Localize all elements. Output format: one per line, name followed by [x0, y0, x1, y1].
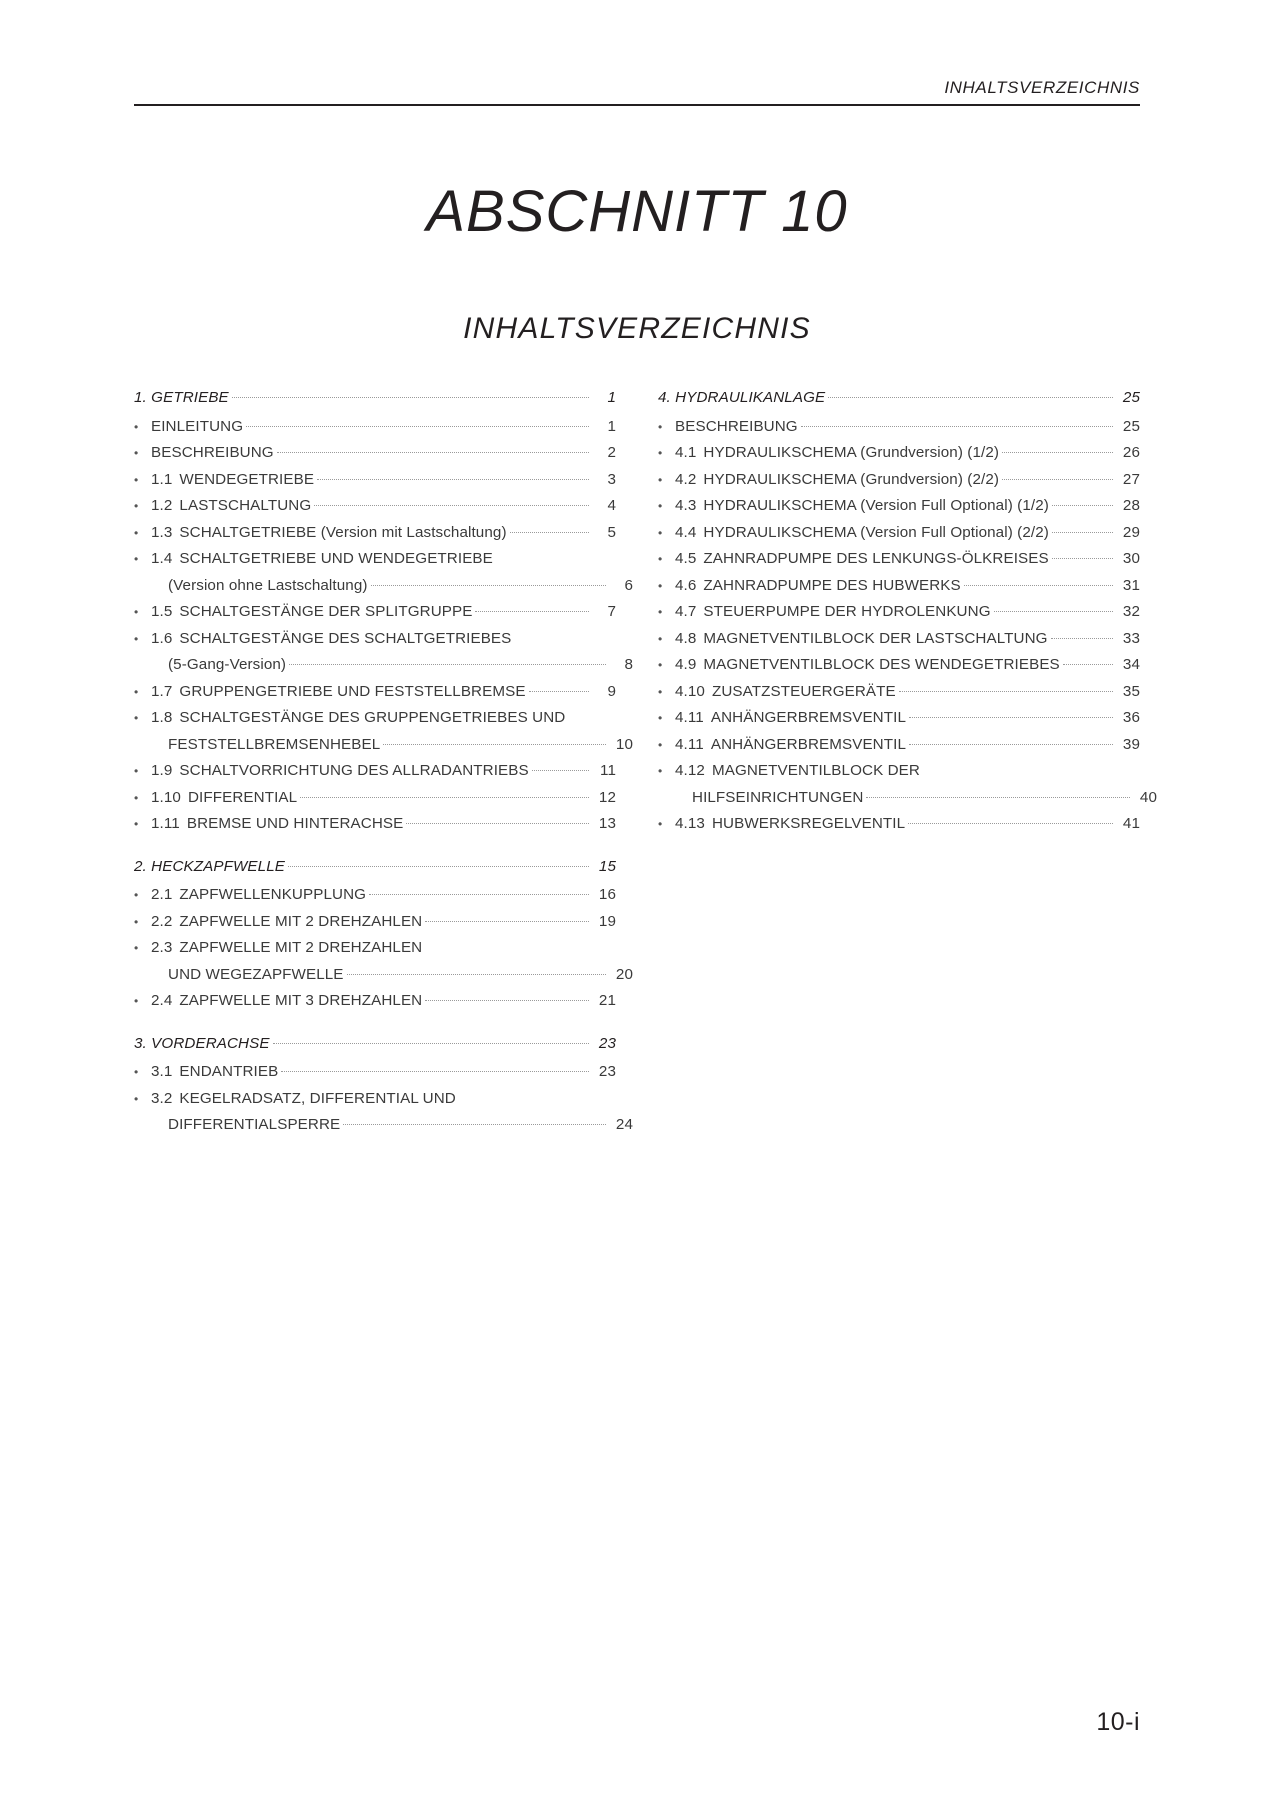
toc-entry[interactable] [134, 679, 616, 706]
toc-group [134, 385, 633, 838]
toc-entry[interactable] [658, 705, 1140, 732]
leader-dots [425, 936, 613, 948]
bullet-icon: • [134, 552, 139, 566]
toc-entry-number: 4.6 [675, 576, 697, 594]
toc-entry-number: 1.6 [151, 629, 173, 647]
toc-entry[interactable] [658, 467, 1140, 494]
toc-entry-number: 3.2 [151, 1089, 173, 1107]
toc-entry-page: 40 [1139, 788, 1157, 806]
bullet-icon: • [134, 1091, 139, 1106]
toc-entry-label: SCHALTGESTÄNGE DER SPLITGRUPPE [179, 603, 473, 620]
toc-entry-label: (5-Gang-Version) [168, 656, 287, 673]
toc-entry-page: 2 [607, 444, 616, 461]
toc-entry-number: 3.1 [151, 1063, 173, 1080]
toc-entry-label: DIFFERENTIAL [187, 788, 298, 806]
page-header [134, 78, 1140, 106]
toc-entry[interactable] [658, 626, 1140, 653]
toc-entry-number: 4.2 [675, 470, 697, 488]
toc-entry-number: 1.8 [151, 709, 173, 726]
toc-entry-page: 41 [1122, 815, 1140, 832]
toc-entry[interactable] [134, 811, 616, 838]
toc-chapter-page: 1 [607, 389, 616, 406]
toc-entry-number: 4.8 [675, 629, 697, 647]
leader-dots [514, 627, 613, 639]
toc-entry-page: 39 [1122, 735, 1140, 753]
bullet-icon: • [134, 419, 139, 434]
leader-dots [383, 732, 606, 745]
bullet-icon: • [658, 446, 663, 460]
toc-entry[interactable] [658, 599, 1140, 626]
toc-entry-number: 4.11 [675, 735, 704, 753]
toc-entry-number: 2.2 [151, 912, 173, 930]
toc-entry-label: EINLEITUNG [151, 417, 244, 435]
leader-dots [866, 785, 1130, 798]
leader-dots [801, 414, 1113, 427]
toc-entry-page: 13 [598, 815, 616, 832]
toc-chapter-label: 2. HECKZAPFWELLE [134, 857, 285, 875]
header-title: INHALTSVERZEICHNIS [944, 78, 1140, 97]
leader-dots [314, 493, 589, 506]
bullet-icon: • [658, 419, 663, 434]
toc-group [658, 385, 1157, 838]
toc-entry-label: MAGNETVENTILBLOCK DES WENDEGETRIEBES [703, 656, 1060, 673]
toc-entry[interactable] [658, 414, 1140, 441]
leader-dots [496, 547, 613, 559]
leader-dots [1052, 520, 1113, 533]
toc-entry-label: HYDRAULIKSCHEMA (Grundversion) (2/2) [703, 470, 1000, 488]
bullet-icon: • [134, 817, 139, 831]
toc-entry-page: 16 [598, 886, 616, 903]
toc-group [134, 854, 633, 1015]
leader-dots [923, 759, 1137, 771]
leader-dots [425, 988, 589, 1001]
toc-entry[interactable] [658, 732, 1140, 759]
toc-entry-number: 1.3 [151, 523, 173, 541]
toc-entry[interactable] [134, 909, 616, 936]
toc-entry-label: HYDRAULIKSCHEMA (Version Full Optional) (2/2) [703, 523, 1049, 541]
toc-chapter-label: 4. HYDRAULIKANLAGE [658, 389, 826, 406]
toc-entry-page: 26 [1122, 444, 1140, 461]
toc-entry-label: UND WEGEZAPFWELLE [168, 965, 344, 983]
leader-dots [347, 962, 606, 975]
toc-chapter-label: 3. VORDERACHSE [134, 1034, 270, 1052]
toc-chapter-label: 1. GETRIEBE [134, 389, 229, 406]
toc-entry[interactable] [658, 758, 1157, 811]
toc-entry-page: 6 [624, 576, 633, 594]
toc-chapter-entry[interactable] [134, 1031, 616, 1058]
toc-entry-page: 9 [607, 682, 616, 700]
toc-entry[interactable] [134, 935, 633, 988]
toc-entry-number: 4.12 [675, 762, 705, 779]
toc-chapter-entry[interactable] [134, 854, 616, 881]
toc-entry-label: ZAHNRADPUMPE DES HUBWERKS [703, 576, 961, 594]
toc-entry-label: HYDRAULIKSCHEMA (Version Full Optional) (1/2) [703, 497, 1049, 514]
toc-entry-page: 12 [598, 788, 616, 806]
toc-entry-number: 1.4 [151, 550, 173, 567]
bullet-icon: • [658, 472, 663, 487]
toc-entry-page: 25 [1122, 417, 1140, 435]
toc-entry-number: 4.7 [675, 603, 697, 620]
toc-entry[interactable] [134, 1086, 633, 1139]
toc-entry-page: 5 [607, 523, 616, 541]
toc-entry-number: 1.1 [151, 470, 173, 488]
leader-dots [459, 1087, 613, 1099]
toc-entry[interactable] [658, 679, 1140, 706]
toc-entry-page: 19 [598, 912, 616, 930]
toc-entry-number: 4.13 [675, 815, 705, 832]
toc-entry-number: 2.1 [151, 886, 173, 903]
toc-chapter-page: 25 [1122, 389, 1140, 406]
toc-entry-page: 24 [615, 1116, 633, 1133]
bullet-icon: • [658, 658, 663, 672]
bullet-icon: • [134, 684, 139, 699]
leader-dots [1002, 467, 1113, 480]
toc-entry-label: BREMSE UND HINTERACHSE [186, 815, 404, 832]
toc-entry-label: ANHÄNGERBREMSVENTIL [710, 735, 906, 753]
leader-dots [406, 811, 589, 824]
leader-dots [510, 520, 589, 533]
toc-entry[interactable] [134, 882, 616, 909]
leader-dots [281, 1059, 589, 1072]
toc-entry-page: 29 [1122, 523, 1140, 541]
leader-dots [532, 758, 589, 771]
bullet-icon: • [658, 525, 663, 540]
leader-dots [232, 385, 589, 398]
toc-entry-label: GRUPPENGETRIEBE UND FESTSTELLBREMSE [179, 682, 526, 700]
toc-chapter-entry[interactable] [658, 385, 1140, 412]
toc-entry-number: 1.11 [151, 815, 180, 832]
toc-entry-page: 36 [1122, 709, 1140, 726]
bullet-icon: • [658, 552, 663, 566]
toc-entry-number: 4.9 [675, 656, 697, 673]
toc-entry-number: 1.10 [151, 788, 181, 806]
leader-dots [300, 785, 589, 798]
leader-dots [909, 732, 1113, 745]
bullet-icon: • [134, 631, 139, 646]
bullet-icon: • [134, 1065, 139, 1079]
bullet-icon: • [658, 737, 663, 752]
toc-entry-page: 30 [1122, 550, 1140, 567]
bullet-icon: • [134, 499, 139, 513]
toc-entry-number: 4.1 [675, 444, 697, 461]
bullet-icon: • [658, 499, 663, 513]
bullet-icon: • [658, 711, 663, 725]
toc-entry-label: HILFSEINRICHTUNGEN [692, 788, 864, 806]
leader-dots [288, 854, 589, 867]
toc-entry[interactable] [134, 705, 633, 758]
toc-entry-label: BESCHREIBUNG [675, 417, 798, 435]
toc-entry[interactable] [134, 1059, 616, 1086]
toc-entry-page: 28 [1122, 497, 1140, 514]
toc-entry[interactable] [134, 758, 616, 785]
toc-entry-page: 4 [607, 497, 616, 514]
bullet-icon: • [658, 578, 663, 593]
bullet-icon: • [134, 941, 139, 955]
leader-dots [994, 599, 1113, 612]
toc-entry[interactable] [134, 546, 633, 599]
leader-dots [277, 440, 589, 453]
toc-entry-label: MAGNETVENTILBLOCK DER LASTSCHALTUNG [703, 629, 1048, 647]
toc-entry[interactable] [658, 493, 1140, 520]
page-number: 10-i [1096, 1708, 1140, 1736]
toc-entry-label: ANHÄNGERBREMSVENTIL [710, 709, 906, 726]
toc-column-right [658, 385, 1157, 1141]
bullet-icon: • [134, 446, 139, 460]
toc-entry-label: STEUERPUMPE DER HYDROLENKUNG [703, 603, 991, 620]
toc-entry-label: SCHALTGETRIEBE (Version mit Lastschaltung) [179, 523, 507, 541]
toc-entry-page: 32 [1122, 603, 1140, 620]
leader-dots [568, 706, 613, 718]
toc-entry-label: DIFFERENTIALSPERRE [168, 1116, 341, 1133]
bullet-icon: • [134, 605, 139, 619]
bullet-icon: • [658, 817, 663, 831]
toc-entry-label: ZAPFWELLENKUPPLUNG [179, 886, 367, 903]
bullet-icon: • [134, 711, 139, 725]
toc-entry-label: SCHALTGESTÄNGE DES GRUPPENGETRIEBES UND [179, 709, 566, 726]
toc-entry-label: ZAPFWELLE MIT 2 DREHZAHLEN [179, 912, 423, 930]
toc-entry-number: 4.11 [675, 709, 704, 726]
leader-dots [246, 414, 589, 427]
toc-entry-page: 10 [615, 735, 633, 753]
toc-entry[interactable] [658, 440, 1140, 467]
leader-dots [289, 652, 606, 665]
leader-dots [899, 679, 1113, 692]
toc-entry-page: 7 [607, 603, 616, 620]
toc-entry[interactable] [134, 493, 616, 520]
toc-entry-page: 33 [1122, 629, 1140, 647]
toc-entry-page: 3 [607, 470, 616, 488]
toc-entry-page: 8 [624, 656, 633, 673]
toc-entry-page: 34 [1122, 656, 1140, 673]
toc-entry-number: 1.2 [151, 497, 173, 514]
bullet-icon: • [134, 764, 139, 778]
toc-entry[interactable] [658, 811, 1140, 838]
toc-entry[interactable] [134, 520, 616, 547]
bullet-icon: • [134, 994, 139, 1008]
leader-dots [828, 385, 1113, 398]
leader-dots [317, 467, 589, 480]
toc-entry-page: 27 [1122, 470, 1140, 488]
bullet-icon: • [134, 888, 139, 902]
leader-dots [529, 679, 589, 692]
toc-entry[interactable] [134, 785, 616, 812]
bullet-icon: • [658, 684, 663, 699]
toc-entry-page: 1 [607, 417, 616, 435]
toc-chapter-page: 23 [598, 1034, 616, 1052]
toc-entry-label: SCHALTGETRIEBE UND WENDEGETRIEBE [179, 550, 493, 567]
toc-entry-label: ZUSATZSTEUERGERÄTE [711, 682, 896, 700]
leader-dots [343, 1112, 606, 1125]
toc-entry-label: SCHALTGESTÄNGE DES SCHALTGETRIEBES [179, 629, 512, 647]
toc-entry[interactable] [134, 467, 616, 494]
toc-entry-label: ZAPFWELLE MIT 3 DREHZAHLEN [179, 992, 423, 1009]
toc-entry-number: 2.3 [151, 939, 173, 956]
toc-entry-label: ENDANTRIEB [179, 1063, 279, 1080]
toc-entry[interactable] [658, 573, 1140, 600]
bullet-icon: • [658, 631, 663, 646]
toc-chapter-entry[interactable] [134, 385, 616, 412]
toc-entry-label: KEGELRADSATZ, DIFFERENTIAL UND [179, 1089, 456, 1107]
toc-entry-number: 1.9 [151, 762, 173, 779]
toc-entry-page: 11 [600, 762, 616, 779]
bullet-icon: • [658, 605, 663, 619]
header-rule [134, 104, 1140, 106]
leader-dots [1051, 626, 1113, 639]
toc-entry[interactable] [658, 652, 1140, 679]
toc-entry-label: FESTSTELLBREMSENHEBEL [168, 735, 381, 753]
leader-dots [371, 573, 606, 586]
toc-entry-page: 23 [598, 1063, 616, 1080]
toc-entry-number: 4.4 [675, 523, 697, 541]
toc-entry-label: WENDEGETRIEBE [179, 470, 315, 488]
toc-entry[interactable] [134, 626, 633, 679]
toc-entry-label: LASTSCHALTUNG [179, 497, 312, 514]
toc-entry-label: HUBWERKSREGELVENTIL [711, 815, 906, 832]
toc-entry[interactable] [134, 440, 616, 467]
toc-entry-page: 31 [1122, 576, 1140, 594]
toc-entry-label: SCHALTVORRICHTUNG DES ALLRADANTRIEBS [179, 762, 529, 779]
bullet-icon: • [134, 914, 139, 929]
leader-dots [909, 705, 1113, 718]
bullet-icon: • [658, 764, 663, 778]
toc-entry-number: 4.3 [675, 497, 697, 514]
bullet-icon: • [134, 790, 139, 805]
toc-entry-label: HYDRAULIKSCHEMA (Grundversion) (1/2) [703, 444, 1000, 461]
toc-entry-number: 1.7 [151, 682, 173, 700]
toc-entry-number: 1.5 [151, 603, 173, 620]
leader-dots [1052, 546, 1113, 559]
leader-dots [1063, 652, 1113, 665]
page-title: ABSCHNITT 10 [426, 179, 848, 244]
toc-entry-page: 35 [1122, 682, 1140, 700]
leader-dots [964, 573, 1113, 586]
toc-entry-label: ZAPFWELLE MIT 2 DREHZAHLEN [179, 939, 423, 956]
toc-entry-label: MAGNETVENTILBLOCK DER [711, 762, 920, 779]
toc-entry[interactable] [658, 520, 1140, 547]
leader-dots [369, 882, 589, 895]
leader-dots [273, 1031, 589, 1044]
toc-entry[interactable] [134, 599, 616, 626]
leader-dots [908, 811, 1113, 824]
toc-column-left [134, 385, 633, 1141]
leader-dots [475, 599, 589, 612]
toc-group [134, 1031, 633, 1139]
toc-entry-page: 21 [598, 992, 616, 1009]
toc-chapter-page: 15 [598, 857, 616, 875]
toc-entry-label: (Version ohne Lastschaltung) [168, 576, 368, 594]
toc-entry-page: 20 [615, 965, 633, 983]
toc-entry[interactable] [134, 988, 616, 1015]
leader-dots [1002, 440, 1113, 453]
toc-entry-label: BESCHREIBUNG [151, 444, 274, 461]
toc-entry[interactable] [134, 414, 616, 441]
bullet-icon: • [134, 525, 139, 540]
toc-heading: INHALTSVERZEICHNIS [463, 312, 811, 345]
bullet-icon: • [134, 472, 139, 487]
toc-entry-number: 4.10 [675, 682, 705, 700]
toc-entry-number: 2.4 [151, 992, 173, 1009]
leader-dots [1052, 493, 1113, 506]
toc-entry-number: 4.5 [675, 550, 697, 567]
toc-entry[interactable] [658, 546, 1140, 573]
toc-columns [134, 385, 1157, 1141]
toc-entry-label: ZAHNRADPUMPE DES LENKUNGS-ÖLKREISES [703, 550, 1049, 567]
leader-dots [425, 909, 589, 922]
